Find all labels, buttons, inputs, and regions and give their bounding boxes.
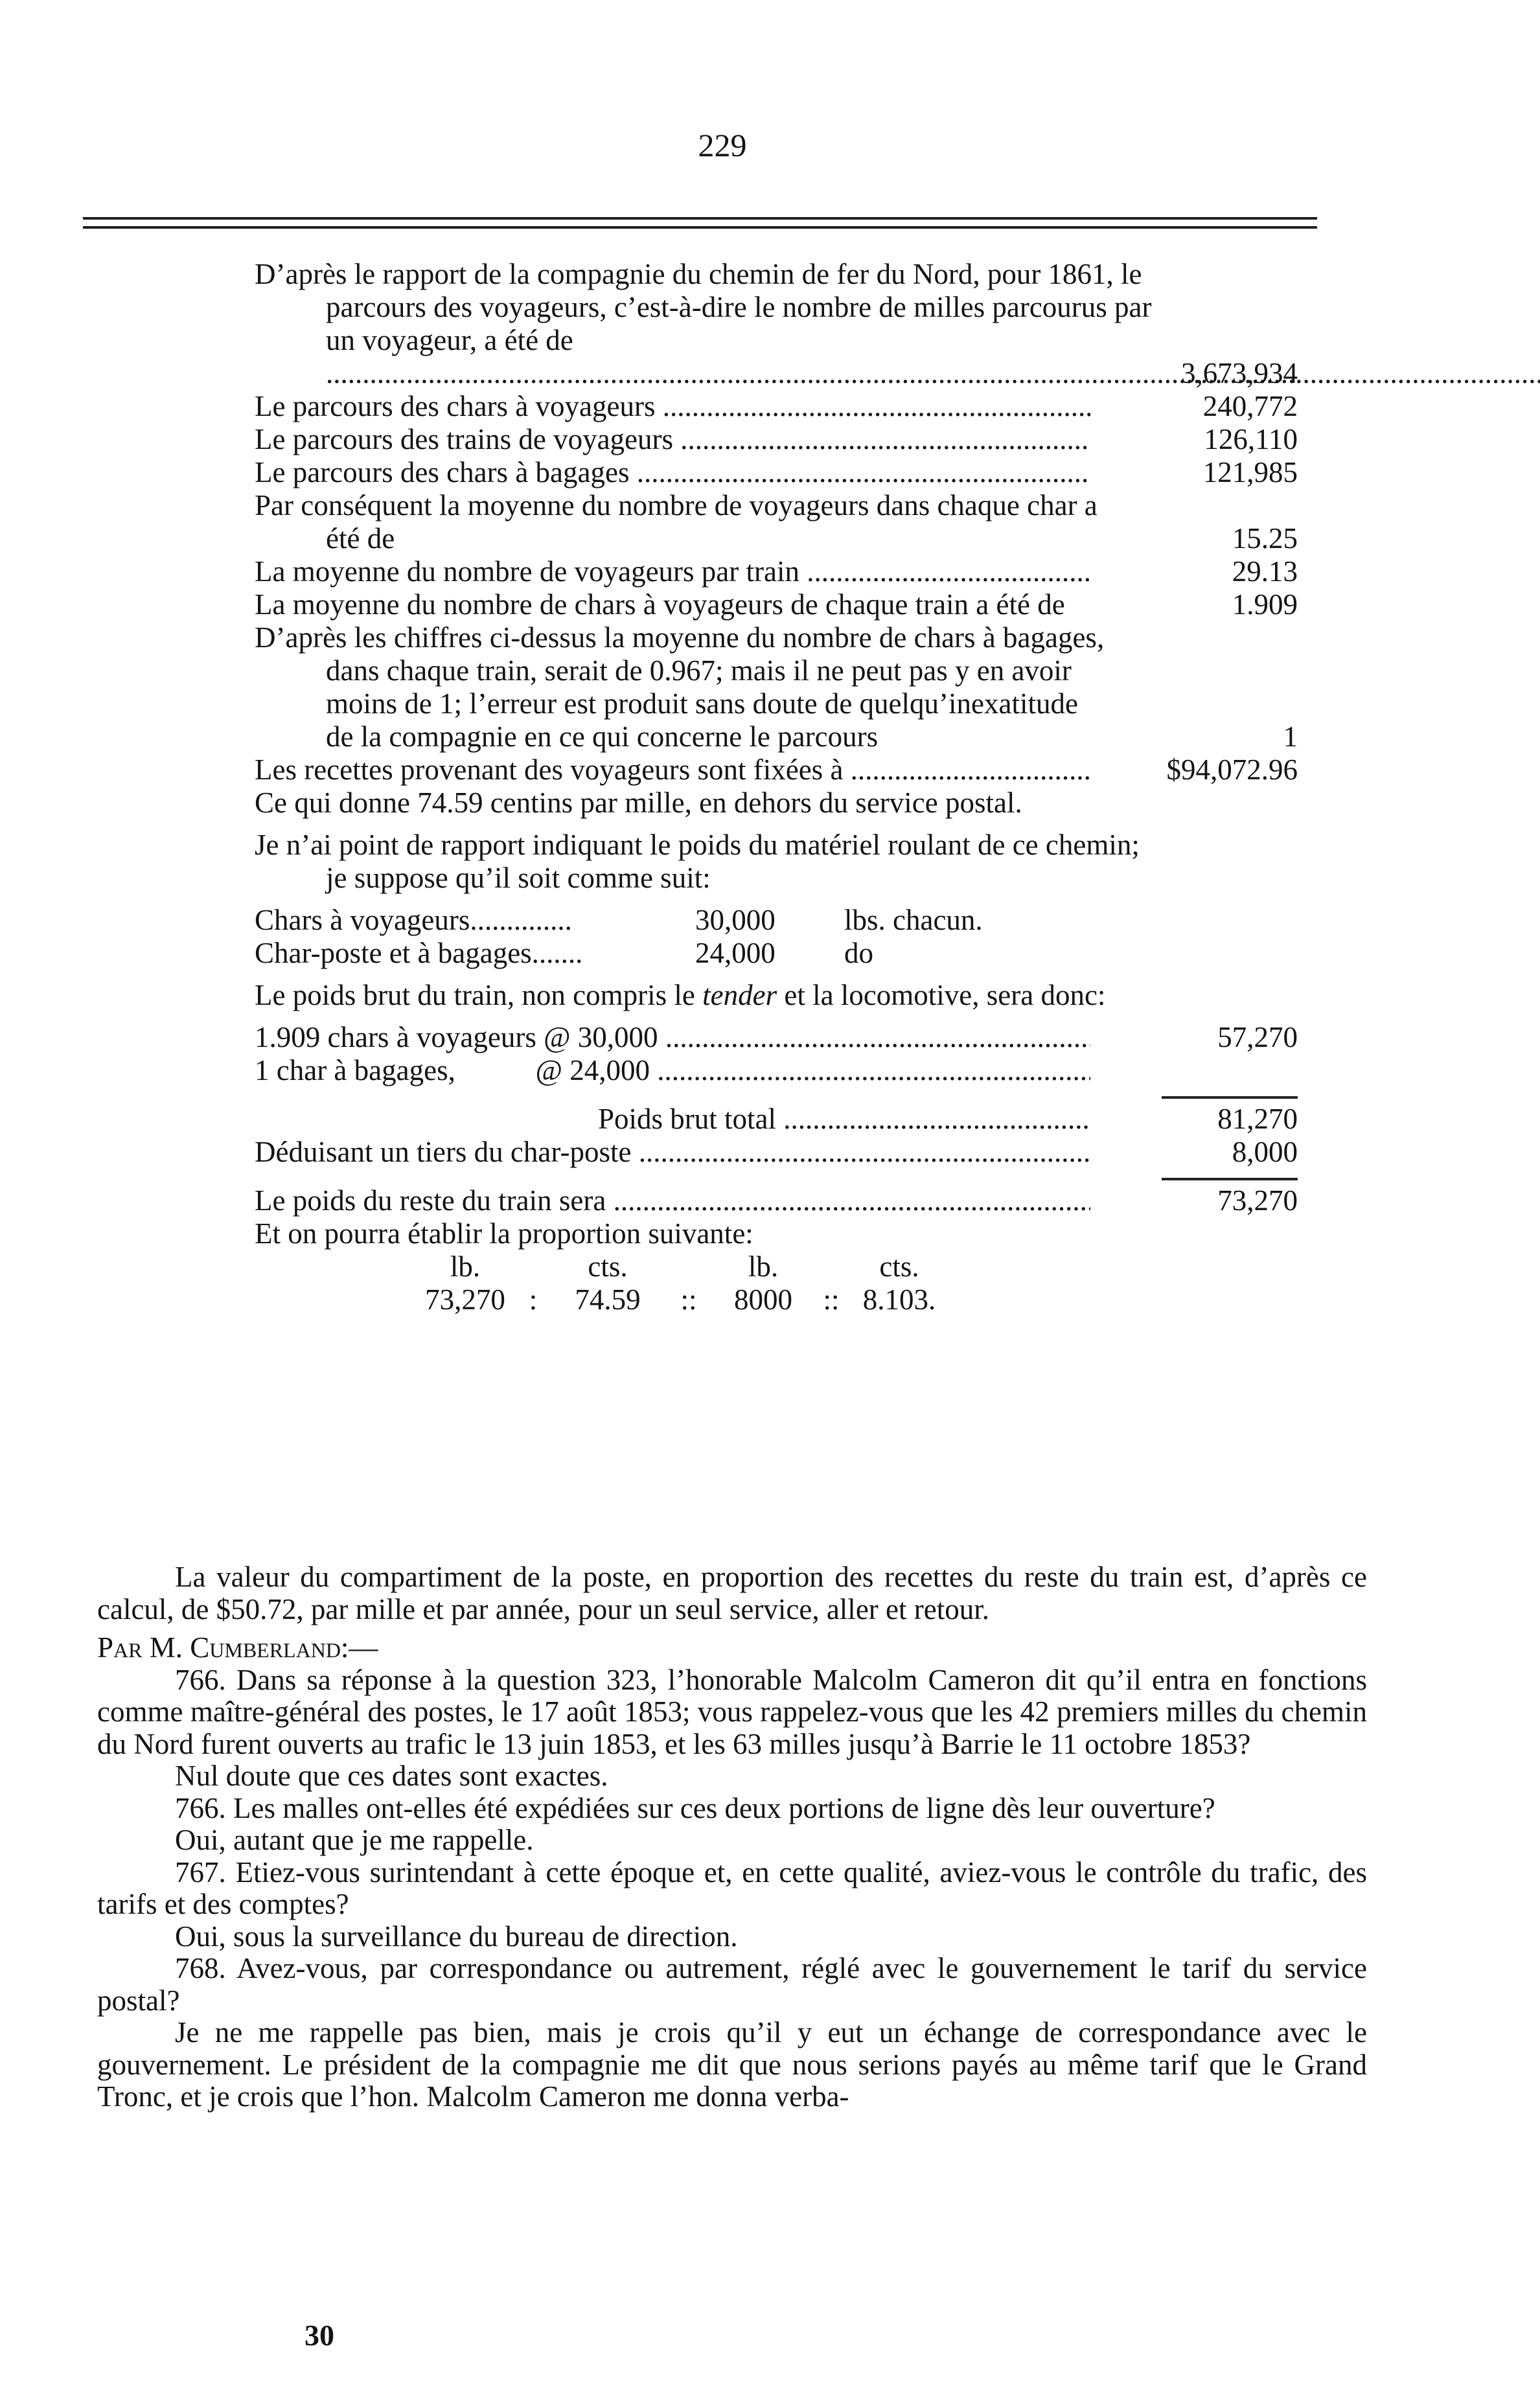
speaker-heading: Par M. Cumberland:— (97, 1631, 378, 1664)
statement-value: 15.25 (1232, 522, 1298, 555)
remaining-row (255, 1184, 1298, 1217)
weight-value: 30,000 (695, 904, 776, 936)
total-value: 8,000 (1232, 1136, 1298, 1168)
remaining-value: 73,270 (1217, 1184, 1298, 1217)
statement-row (255, 753, 1298, 786)
difference-rule (255, 1178, 1298, 1184)
statement-row (255, 555, 1298, 588)
statement-value: 3,673,934 (1181, 357, 1298, 389)
question-766: 766. Dans sa réponse à la question 323, l’honorable Malcolm Cameron dit qu’il entra en fonctions comme maître-général des postes, le 17 août 1853; vous rappelez-vous que les 42 premiers milles du chemin du Nord furent ouverts au trafic le 13 juin 1853, et les 63 milles jusqu’à Barrie le 11 octobre 1853? (97, 1663, 1367, 1760)
conclusion-paragraph: La valeur du compartiment de la poste, en proportion des recettes du reste du train est, d’après ce calcul, de $50.72, par mille et par année, pour un seul service, aller et retour. (97, 1561, 1367, 1625)
answer-766: Nul doute que ces dates sont exactes. (175, 1760, 608, 1792)
weight-row (255, 904, 1298, 937)
proportion-intro: Et on pourra établir la proportion suivante: (255, 1217, 753, 1250)
answer-766b: Oui, autant que je me rappelle. (175, 1824, 534, 1856)
total-label: Déduisant un tiers du char-poste ..... (255, 1136, 1090, 1169)
weight-row (255, 937, 1298, 970)
statement-row (255, 258, 1298, 390)
statement-row (255, 423, 1298, 456)
answer-767: Oui, sous la surveillance du bureau de direction. (175, 1920, 738, 1953)
statement-value: 1.909 (1232, 588, 1298, 621)
header-rule-bottom (83, 226, 1317, 229)
statement-label: La moyenne du nombre de chars à voyageurs de chaque train a été de (255, 588, 1065, 621)
statement-value: 1 (1283, 720, 1298, 753)
page-number: 229 (698, 127, 747, 163)
statement-row (255, 621, 1298, 753)
statement-label: Le parcours des chars à voyageurs ..... (255, 390, 1090, 423)
calc-row (255, 1021, 1298, 1054)
statement-label: Le parcours des trains de voyageurs ..... (255, 423, 1090, 456)
statement-value: 29.13 (1232, 555, 1298, 588)
statement-label: Par conséquent la moyenne du nombre de voyageurs dans chaque char a été de (255, 489, 1098, 555)
statement-label: Les recettes provenant des voyageurs sont fixées à ..... (255, 753, 1090, 786)
statement-value: 121,985 (1202, 456, 1298, 488)
sum-rule (255, 1096, 1298, 1103)
total-label: Poids brut total ..... (255, 1103, 1090, 1136)
calc-label: 1 char à bagages, @ 24,000 ..... (255, 1054, 1090, 1087)
total-row (255, 1136, 1298, 1169)
statement-label: Le parcours des chars à bagages ..... (255, 456, 1090, 489)
statement-row (255, 489, 1298, 555)
weight-unit: do (844, 937, 873, 969)
weight-label: Chars à voyageurs.............. (255, 904, 572, 936)
weight-unit: lbs. chacun. (844, 904, 983, 936)
total-value: 81,270 (1217, 1103, 1298, 1135)
statement-row (255, 390, 1298, 423)
question-766b: 766. Les malles ont-elles été expédiées sur ces deux portions de ligne dès leur ouverture? (175, 1791, 1215, 1824)
weight-label: Char-poste et à bagages....... (255, 937, 583, 969)
proportion (255, 1250, 1298, 1316)
postal-note: Ce qui donne 74.59 centins par mille, en dehors du service postal. (255, 786, 1022, 819)
header-rule-top (83, 217, 1317, 220)
statistics-statement (255, 258, 1298, 1316)
question-767: 767. Etiez-vous surintendant à cette époque et, en cette qualité, aviez-vous le contrôle du trafic, des tarifs et des comptes? (97, 1855, 1367, 1920)
statement-row (255, 456, 1298, 489)
statement-label: D’après le rapport de la compagnie du chemin de fer du Nord, pour 1861, le parcours des voyageurs, c’est-à-dire le nombre de milles parcourus par un voyageur, a été de ..... (255, 258, 1162, 390)
proportion-values: 73,270 : 74.59 :: 8000 :: 8.103. (425, 1283, 936, 1316)
statement-label: D’après les chiffres ci-dessus la moyenne du nombre de chars à bagages, dans chaque train, serait de 0.967; mais il ne peut pas y en avoir moins de 1; l’erreur est produit sans doute de quelqu’inexatitude de la compagnie en ce qui concerne le parcours (255, 621, 1105, 753)
calc-label: 1.909 chars à voyageurs @ 30,000 ..... (255, 1021, 1090, 1054)
weight-value: 24,000 (695, 937, 776, 969)
statement-row (255, 588, 1298, 621)
remaining-label: Le poids du reste du train sera ..... (255, 1184, 1090, 1217)
weight-intro: Je n’ai point de rapport indiquant le poids du matériel roulant de ce chemin; je suppose qu’il soit comme suit: (255, 829, 1140, 894)
statement-value: 240,772 (1202, 390, 1298, 422)
total-row (255, 1103, 1298, 1136)
gross-weight-intro: Le poids brut du train, non compris le tender et la locomotive, sera donc: (255, 979, 1106, 1011)
answer-768: Je ne me rappelle pas bien, mais je crois qu’il y eut un échange de correspondance avec le gouvernement. Le président de la compagnie me dit que nous serions payés au même tarif que le Grand Tronc, et je crois que l’hon. Malcolm Cameron me donna verba- (97, 2016, 1367, 2113)
signature-mark: 30 (305, 2319, 334, 2352)
testimony-body (97, 1561, 1367, 2113)
tender-term: tender (702, 979, 777, 1011)
statement-value: 126,110 (1204, 423, 1298, 455)
question-768: 768. Avez-vous, par correspondance ou autrement, réglé avec le gouvernement le tarif du service postal? (97, 1952, 1367, 2017)
statement-label: La moyenne du nombre de voyageurs par train ..... (255, 555, 1090, 588)
calc-value: 57,270 (1217, 1021, 1298, 1053)
statement-value: $94,072.96 (1166, 753, 1298, 786)
calc-row (255, 1054, 1298, 1087)
proportion-units: lb. cts. lb. cts. (450, 1250, 919, 1283)
